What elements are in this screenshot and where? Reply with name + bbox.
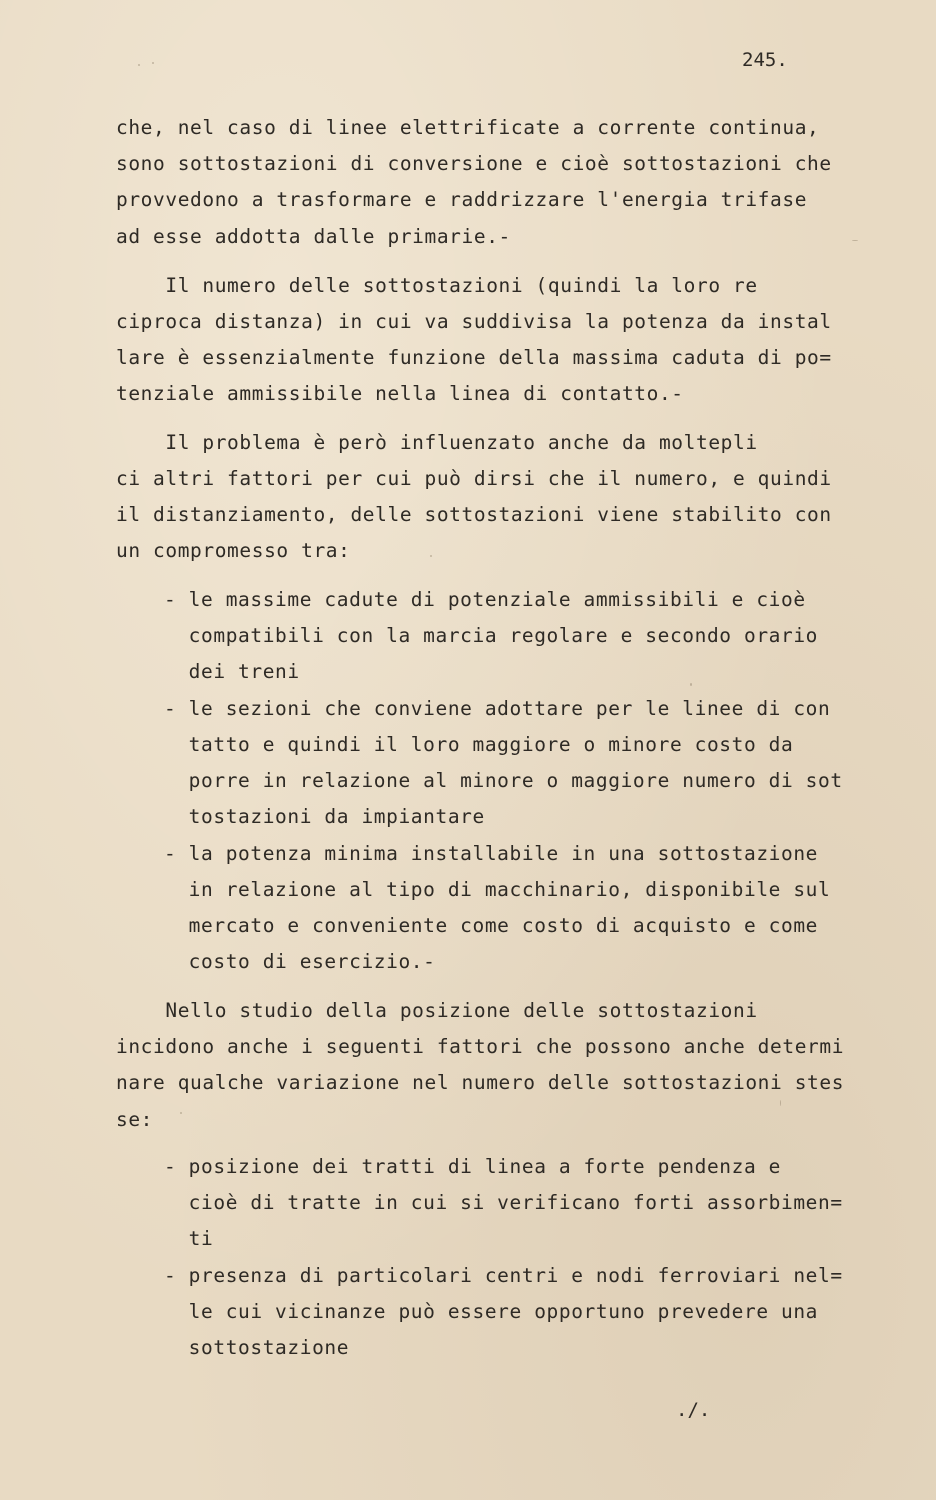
paper-speck	[430, 555, 432, 557]
text-line: incidono anche i seguenti fattori che possono anche determi	[116, 1035, 845, 1058]
paper-speck	[180, 1112, 182, 1114]
list-item-line: ti	[164, 1227, 214, 1250]
list-item-line: compatibili con la marcia regolare e secondo orario	[164, 624, 819, 647]
text-line: tenziale ammissibile nella linea di contatto.-	[116, 382, 684, 405]
list-item-line: costo di esercizio.-	[164, 950, 436, 973]
list-item-line: - le massime cadute di potenziale ammissibili e cioè	[164, 588, 806, 611]
list-item-line: sottostazione	[164, 1336, 350, 1359]
list-item-line: in relazione al tipo di macchinario, disponibile sul	[164, 878, 831, 901]
text-line: che, nel caso di linee elettrificate a corrente continua,	[116, 116, 820, 139]
list-item-line: - presenza di particolari centri e nodi ferroviari nel=	[164, 1264, 843, 1287]
text-line: Nello studio della posizione delle sottostazioni	[116, 999, 758, 1022]
list-item-line: dei treni	[164, 660, 300, 683]
text-line: ad esse addotta dalle primarie.-	[116, 225, 511, 248]
text-line: Il problema è però influenzato anche da moltepli	[116, 431, 758, 454]
list-item-line: tostazioni da impiantare	[164, 805, 485, 828]
list-item-line: tatto e quindi il loro maggiore o minore costo da	[164, 733, 794, 756]
paper-speck	[780, 1100, 781, 1106]
list-item-line: - la potenza minima installabile in una sottostazione	[164, 842, 819, 865]
list-item-line: - posizione dei tratti di linea a forte pendenza e	[164, 1155, 781, 1178]
text-line: lare è essenzialmente funzione della massima caduta di po=	[116, 346, 832, 369]
list-item-line: le cui vicinanze può essere opportuno prevedere una	[164, 1300, 819, 1323]
list-item-line: porre in relazione al minore o maggiore numero di sot	[164, 769, 843, 792]
paper-speck	[138, 64, 140, 66]
text-line: un compromesso tra:	[116, 539, 351, 562]
text-line: il distanziamento, delle sottostazioni viene stabilito con	[116, 503, 832, 526]
continuation-mark: ./.	[676, 1399, 711, 1421]
list-item-line: cioè di tratte in cui si verificano forti assorbimen=	[164, 1191, 843, 1214]
text-line: provvedono a trasformare e raddrizzare l'energia trifase	[116, 188, 808, 211]
text-line: ci altri fattori per cui può dirsi che il numero, e quindi	[116, 467, 832, 490]
page-number: 245.	[742, 49, 788, 71]
list-item-line: mercato e conveniente come costo di acquisto e come	[164, 914, 819, 937]
paper-speck	[152, 62, 154, 64]
text-line: se:	[116, 1108, 154, 1131]
text-line: Il numero delle sottostazioni (quindi la loro re	[116, 274, 758, 297]
text-line: sono sottostazioni di conversione e cioè sottostazioni che	[116, 152, 832, 175]
list-item-line: - le sezioni che conviene adottare per le linee di con	[164, 697, 831, 720]
text-line: nare qualche variazione nel numero delle sottostazioni stes	[116, 1071, 845, 1094]
paper-speck	[852, 240, 858, 241]
text-line: ciproca distanza) in cui va suddivisa la potenza da instal	[116, 310, 832, 333]
paper-speck	[690, 683, 692, 686]
